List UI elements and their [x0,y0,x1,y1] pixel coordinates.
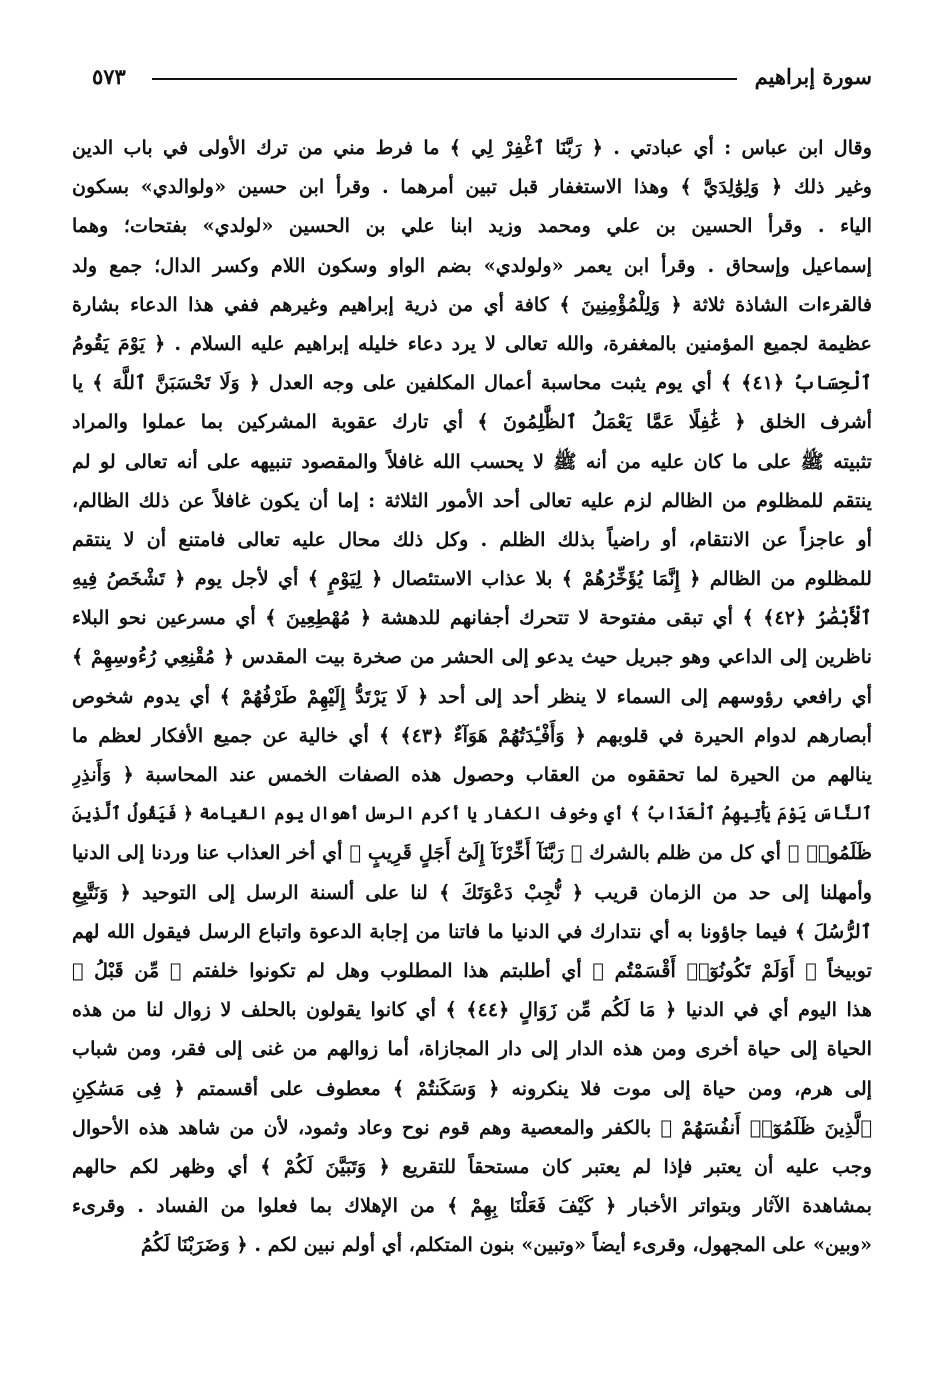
text-line: إسماعيل وإسحاق . وقرأ ابن يعمر «ولولدي» بضم الواو وسكون اللام وكسر الدال؛ جمع ولد [72,253,872,277]
text-line: وقال ابن عباس : أي عبادتي . ﴿ رَبَّنَا ٱغْفِرْ لِي ﴾ ما فرط مني من ترك الأولى في باب الدين [72,136,872,159]
text-line: أشرف الخلق ﴿ غَٰفِلًا عَمَّا يَعْمَلُ ٱلظَّٰلِمُونَ ﴾ أي تارك عقوبة المشركين بما عملوا والمراد [72,410,872,434]
text-line: الياء . وقرأ الحسين بن علي ومحمد وزيد ابنا علي بن الحسين «لولدي» بفتحات؛ وهما [72,214,872,238]
text-line: ظَلَمُوا۟ ﴾ أي كل من ظلم بالشرك ﴿ رَبَّنَآ أَخِّرْنَآ إِلَىٰٓ أَجَلٍ قَرِيبٍ ﴾ أي أخر العذاب عنا وردنا إلى الدنيا [72,841,872,865]
text-line: فالقرءات الشاذة ثلاثة ﴿ وَلِلْمُؤْمِنِينَ ﴾ كافة أي من ذرية إبراهيم وغيرهم ففي هذا الدعاء بشارة [72,292,872,316]
surah-title: سورة إبراهيم [754,64,872,89]
text-line: الحياة إلى حياة أخرى ومن هذه الدار إلى دار المجازاة، أما زوالهم من غنى إلى فقر، ومن شباب [72,1037,872,1061]
text-line: وجب عليه أن يعتبر فإذا لم يعتبر كان مستحقاً للتقريع ﴿ وَتَبَيَّنَ لَكُمْ ﴾ أي وظهر لكم حالهم [72,1154,872,1178]
page-number: ٥٧٣ [92,64,126,89]
text-line: ٱلْأَبْصَٰرُ ﴿٤٢﴾ ﴾ أي تبقى مفتوحة لا تتحرك أجفانهم للدهشة ﴿ مُهْطِعِينَ ﴾ أي مسرعين نحو البلاء [72,606,872,630]
header-rule [152,78,737,80]
text-line: ينالهم من الحيرة لما تحققوه من العقاب وحصول هذه الصفات الخمس عند المحاسبة ﴿ وَأَنذِرِ [72,763,872,786]
text-line: وغير ذلك ﴿ وَلِوَٰلِدَيَّ ﴾ وهذا الاستغفار قبل تبين أمرهما . وقرأ ابن حسين «ولوالدي» بسكون [72,175,872,199]
text-line: أو عاجزاً عن الانتقام، أو راضياً بذلك الظلم . وكل ذلك محال عليه تعالى فامتنع أن لا ينتقم [72,527,872,551]
text-line: للمظلوم من الظالم ﴿ إِنَّمَا يُؤَخِّرُهُمْ ﴾ بلا عذاب الاستئصال ﴿ لِيَوْمٍ ﴾ أي لأجل يوم ﴿ تَشْخَصُ فِيهِ [72,567,872,591]
text-line: ٱلنَّاسَ يَوْمَ يَأْتِيهِمُ ٱلْعَذَابُ ﴾ أي وخوف الكفار يا أكرم الرسل أهوال يوم القيامة ﴿ فَيَقُولُ ٱلَّذِينَ [72,803,872,824]
text-line: إلى هرم، ومن حياة إلى موت فلا ينكرونه ﴿ وَسَكَنتُمْ ﴾ معطوف على أقسمتم ﴿ فِى مَسَٰكِنِ [72,1076,872,1100]
text-line: ناظرين إلى الداعي وهو جبريل حيث يدعو إلى الحشر من صخرة بيت المقدس ﴿ مُقْنِعِي رُءُوسِهِمْ ﴾ [72,645,872,669]
text-line: توبيخاً ﴿ أَوَلَمْ تَكُونُوٓا۟ أَقْسَمْتُم ﴾ أي أطلبتم هذا المطلوب وهل لم تكونوا خلفتم ﴿ مِّن قَبْلُ ﴾ [72,958,872,982]
running-header [92,58,872,92]
text-line: «وبين» على المجهول، وقرىء أيضاً «وتبين» بنون المتكلم، أي أولم نبين لكم . ﴿ وَضَرَبْنَا لَكُمُ [140,1233,872,1257]
text-line: أي رافعي رؤوسهم إلى السماء لا ينظر أحد إلى أحد ﴿ لَا يَرْتَدُّ إِلَيْهِمْ طَرْفُهُمْ ﴾ أي يدوم شخوص [72,684,872,708]
text-line: وأمهلنا إلى حد من الزمان قريب ﴿ نُّجِبْ دَعْوَتَكَ ﴾ لنا على ألسنة الرسل إلى التوحيد ﴿ وَنَتَّبِعِ [72,880,872,904]
text-line: ٱلَّذِينَ ظَلَمُوٓا۟ أَنفُسَهُمْ ﴾ بالكفر والمعصية وهم قوم نوح وعاد وثمود، لأن من شاهد هذه الأحوال [72,1115,872,1139]
commentary-text [72,128,872,1264]
text-line: ٱلْحِسَابُ ﴿٤١﴾ ﴾ أي يوم يثبت محاسبة أعمال المكلفين على وجه العدل ﴿ وَلَا تَحْسَبَنَّ ٱللَّهَ ﴾ يا [72,371,872,395]
text-line: أبصارهم لدوام الحيرة في قلوبهم ﴿ وَأَفْـِٔدَتُهُمْ هَوَآءٌ ﴿٤٣﴾ ﴾ أي خالية عن جميع الأفكار لعظم ما [72,723,872,747]
text-line: ٱلرُّسُلَ ﴾ فيما جاؤونا به أي نتدارك في الدنيا ما فاتنا من إجابة الدعوة واتباع الرسل فيقول الله لهم [72,919,872,943]
text-line: بمشاهدة الآثار وبتواتر الأخبار ﴿ كَيْفَ فَعَلْنَا بِهِمْ ﴾ من الإهلاك بما فعلوا من الفساد . وقرىء [72,1194,872,1218]
text-line: تثبيته ﷺ على ما كان عليه من أنه ﷺ لا يحسب الله غافلاً والمقصود تنبيهه على أنه تعالى لو لم [72,449,872,473]
text-line: هذا اليوم أي في الدنيا ﴿ مَا لَكُم مِّن زَوَالٍ ﴿٤٤﴾ ﴾ أي كانوا يقولون بالحلف لا زوال لنا من هذه [72,998,872,1022]
text-line: عظيمة لجميع المؤمنين بالمغفرة، والله تعالى لا يرد دعاء خليله إبراهيم عليه السلام . ﴿ يَوْمَ يَقُومُ [72,331,872,355]
text-line: ينتقم للمظلوم من الظالم لزم عليه تعالى أحد الأمور الثلاثة : إما أن يكون غافلاً عن ذلك الظالم، [72,488,872,512]
